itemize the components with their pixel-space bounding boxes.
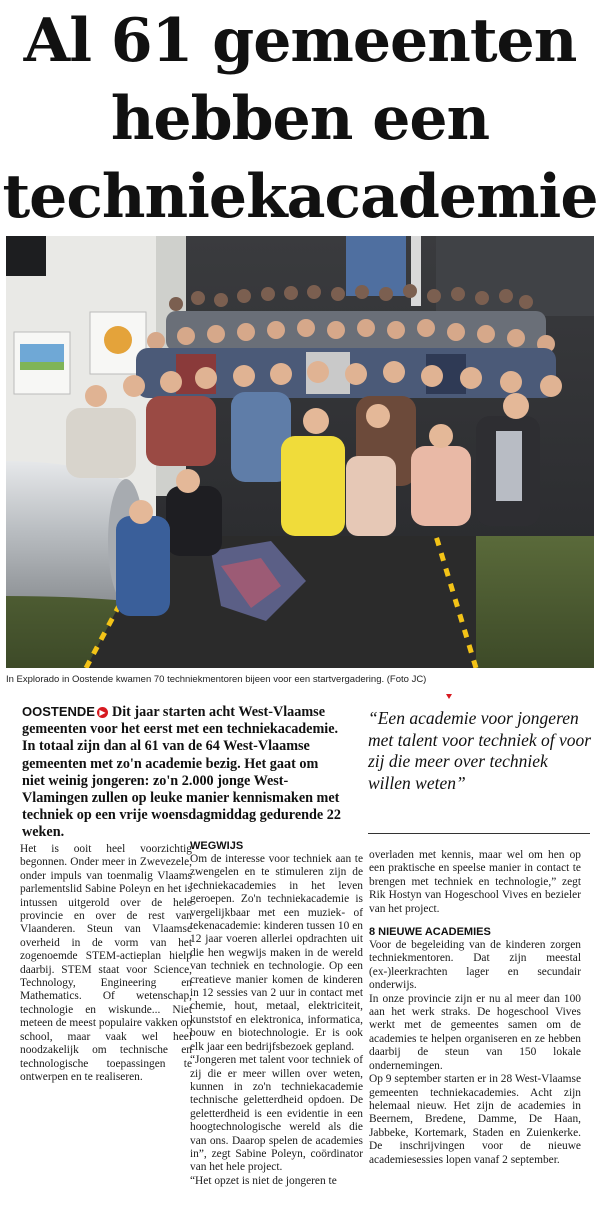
quote-divider <box>368 833 590 834</box>
red-marker-icon <box>446 694 452 699</box>
article-column-1 <box>20 843 192 1084</box>
article-column-3 <box>369 849 581 1167</box>
headline <box>0 2 600 236</box>
paragraph: Het is ooit heel voorzichtig begonnen. Onder meer in Zwevezele, onder impuls van toenmalig Vlaams parlementslid Sabine Poleyn en het is intussen uitgerold over de hele provincie en over de rest van Vlaanderen. Steun van Vlaamse overheid in de vorm van het zogenoemde STEM-actieplan hielp daarbij. STEM staat voor Science, Technology, Engineering en Mathematics. Of wetenschap, technologie en wiskunde... Niet meteen de meest populaire vakken op school, maar vaak wel heel noodzakelijk om technische en technologische toepassingen te ontwerpen en te realiseren. <box>20 843 192 1083</box>
lead-text: Dit jaar starten acht West-Vlaamse gemeenten voor het eerst met een techniekacademie. In totaal zijn dan al 61 van de 64 West-Vlaamse gemeenten met zo'n academie bezig. Het gaat om niet weinig jongeren: zo'n 2.000 jonge West-Vlamingen zullen op leuke manier kennismaken met techniek op een vrije woensdagmiddag gedurende 22 weken. <box>22 704 341 841</box>
headline-line-3: techniekacademie <box>2 162 598 232</box>
paragraph: “Het opzet is niet de jongeren te <box>190 1174 337 1187</box>
section-heading-nieuwe-academies: 8 NIEUWE ACADEMIES <box>369 926 491 939</box>
pull-quote: “Een academie voor jongeren met talent voor techniek of voor zij die meer over techniek willen weten” <box>368 708 592 793</box>
headline-line-1: Al 61 gemeenten <box>23 6 577 76</box>
paragraph: Om de interesse voor techniek aan te zwengelen en te stimuleren zijn de techniekacademies in het leven geroepen. Zo'n techniekacademie is vergelijkbaar met een muziek- of tekenacademie: kinderen tussen 10 en 12 jaar voeren allerlei opdrachten uit die hen wegwijs maken in de wereld van techniek en technologie. Op een creatieve manier komen de kinderen in 12 sessies van 2 uur in contact met chemie, hout, metaal, elektriciteit, kunststof en elektronica, informatica, bouw en biotechnologie. Er is ook elk jaar een bedrijfsbezoek gepland. <box>190 853 363 1053</box>
lead-paragraph <box>22 703 344 842</box>
paragraph: Voor de begeleiding van de kinderen zorgen techniekmentoren. Dat zijn meestal (ex-)leerkrachten lager en secundair onderwijs. <box>369 939 581 992</box>
red-circle-arrow-icon: ▶ <box>97 707 108 718</box>
paragraph: In onze provincie zijn er nu al meer dan 100 aan het werk straks. De hogeschool Vives werkt met de gemeentes samen om de academies te helpen organiseren en ze hebben daarbij de steun van 150 lokale ondernemingen. <box>369 992 581 1072</box>
section-heading-wegwijs: WEGWIJS <box>190 840 244 852</box>
paragraph: overladen met kennis, maar wel om hen op een praktische en speelse manier in contact te brengen met techniek en technologie,” zegt Rik Hostyn van Hogeschool Vives en bezieler van het project. <box>369 849 581 915</box>
group-photo <box>6 236 594 668</box>
photo-caption: In Explorado in Oostende kwamen 70 techniekmentoren bijeen voor een startvergadering. (Foto JC) <box>6 674 427 685</box>
article-column-2 <box>190 840 363 1188</box>
paragraph: Op 9 september starten er in 28 West-Vlaamse gemeenten techniekacademies. Acht zijn helemaal nieuw. Het zijn de academies in Beernem, Bredene, Damme, De Haan, Jabbeke, Kortemark, Staden en Zuienkerke. De inschrijvingen voor de nieuwe academiesessies lopen vanaf 2 september. <box>369 1073 581 1166</box>
paragraph: “Jongeren met talent voor techniek of zij die er meer willen over weten, kunnen in zo'n techniekacademie technische geletterdheid opdoen. De geletterdheid is een evidentie in een hoogtechnologische wereld als die van ons. Daarop spelen de academies in”, zegt Sabine Poleyn, coördinator van het hele project. <box>190 1054 363 1174</box>
headline-line-2: hebben een <box>110 84 490 154</box>
group-photo-illustration <box>6 236 594 668</box>
dateline: OOSTENDE <box>22 704 95 719</box>
